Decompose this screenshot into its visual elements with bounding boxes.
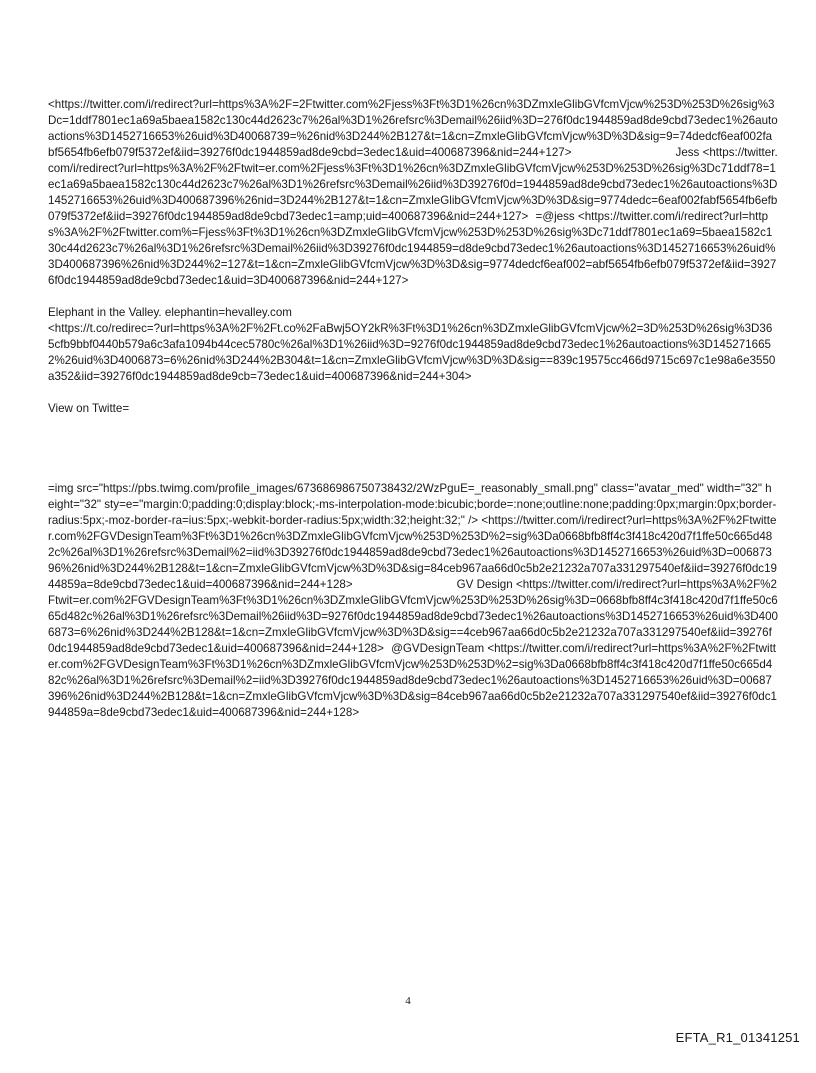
gv-redirect-link-1[interactable]: <https://twitter.com/i/redirect?url=https%3A%2F%2Ftwitter.com%2FGVDesignTeam%3Ft%3D1%26cn%3DZmxleGlibGVfcmVjcw%253D%253D%2=sig%3Da0668bfb8ff4c3f418c420d7f1ffe50c665d482c%26al%3D1%26refsrc%3Demail%2=iid%3D39276f0dc1944859ad8de9cbd73edec1%26autoactions%3D1452716653%26uid%3D=00687396%26nid%3D244%2B128&t=1&cn=ZmxleGlibGVfcmVjcw%3D%3D&sig=84ceb967aa66d0c5b2e21232a707a331297540ef&iid=39276f0dc1944859a=8de9cbd73edec1&uid=400687396&nid=244+128> [48, 514, 778, 591]
view-on-twitter[interactable]: View on Twitte= [48, 402, 130, 415]
jess-name: Jess [675, 146, 700, 159]
spacer [48, 385, 778, 401]
gv-design-handle: @GVDesignTeam [391, 642, 485, 655]
jess-redirect-link-3[interactable]: <https://twitter.com/i/redirect?url=https%3A%2F%2Ftwitter.com%=Fjess%3Ft%3D1%26cn%3DZmxleGlibGVfcmVjcw%253D%253D%26sig%3Dc71ddf7801ec1a69=5baea1582c130c44d2623c7%26al%3D1%26refsrc%3Demail%26iid%3D39276f0dc1944859=d8de9cbd73edec1%26autoactions%3D1452716653%26uid%3D400687396%26nid%3D244%2=127&t=1&cn=ZmxleGlibGVfcmVjcw%3D%3D&sig=9774dedcf6eaf002=abf5654fb6efb079f5372ef&iid=39276f0dc1944859ad8de9cbd73edec1&uid=3D400687396&nid=244+127> [48, 210, 777, 287]
spacer [48, 289, 778, 305]
elephant-title: Elephant in the Valley. elephantin=hevalley.com [48, 306, 292, 319]
bates-number: EFTA_R1_01341251 [675, 1030, 800, 1045]
page-number: 4 [405, 995, 411, 1007]
gv-design-block [48, 481, 778, 721]
gv-design-name: GV Design [456, 578, 513, 591]
gv-redirect-link-2[interactable]: <https://twitter.com/i/redirect?url=https%3A%2F%2Ftwit=er.com%2FGVDesignTeam%3Ft%3D1%26cn%3DZmxleGlibGVfcmVjcw%253D%253D%26sig%3D=0668bfb8ff4c3f418c420d7f1ffe50c665d482c%26al%3D1%26refsrc%3Demail%26iid%3D=9276f0dc1944859ad8de9cbd73edec1%26autoactions%3D1452716653%26uid%3D4006873=6%26nid%3D244%2B128&t=1&cn=ZmxleGlibGVfcmVjcw%3D%3D&sig==4ceb967aa66d0c5b2e21232a707a331297540ef&iid=39276f0dc1944859ad8de9cbd73edec1&uid=400687396&nid=244+128> [48, 578, 778, 655]
jess-handle: =@jess [535, 210, 575, 223]
elephant-block [48, 305, 778, 385]
jess-redirect-link-1[interactable]: <https://twitter.com/i/redirect?url=https%3A%2F=2Ftwitter.com%2Fjess%3Ft%3D1%26cn%3DZmxleGlibGVfcmVjcw%253D%253D%26sig%3Dc=1ddf7801ec1a69a5baea1582c130c44d2623c7%26al%3D1%26refsrc%3Demail%26iid%3D=276f0dc1944859ad8de9cbd73edec1%26autoactions%3D1452716653%26uid%3D40068739=%26nid%3D244%2B127&t=1&cn=ZmxleGlibGVfcmVjcw%3D%3D&sig=9=74dedcf6eaf002fabf5654fb6efb079f5372ef&iid=39276f0dc1944859ad8de9cbd=3edec1&uid=400687396&nid=244+127> [48, 98, 778, 159]
spacer [48, 417, 778, 481]
email-body [48, 97, 778, 721]
avatar-img-tag: =img src="https://pbs.twimg.com/profile_images/673686986750738432/2WzPguE=_reasonably_small.png" class="avatar_med" width="32" height="32" sty=e="margin:0;padding:0;display:block;-ms-interpolation-mode:bicubic;borde=:none;outline:none;padding:0px;margin:0px;border-radius:5px;-moz-border-ra=ius:5px;-webkit-border-radius:5px;width:32;height:32;" /> [48, 482, 777, 527]
elephant-redirect-link[interactable]: <https://t.co/redirec=?url=https%3A%2F%2Ft.co%2FaBwj5OY2kR%3Ft%3D1%26cn%3DZmxleGlibGVfcmVjcw%2=3D%253D%26sig%3D365cfb9bbf0440b579a6c3afa1094b44cec5780c%26al%3D1%26iid%3D=9276f0dc1944859ad8de9cbd73edec1%26autoactions%3D1452716652%26uid%3D4006873=6%26nid%3D244%2B304&t=1&cn=ZmxleGlibGVfcmVjcw%3D%3D&sig==839c19575cc466d9715c697c1e98a6e3550a352&iid=39276f0dc1944859ad8de9cb=73edec1&uid=400687396&nid=244+304> [48, 322, 776, 383]
jess-redirect-link-2[interactable]: <https://twitter.com/i/redirect?url=https%3A%2F%2Ftwit=er.com%2Fjess%3Ft%3D1%26cn%3DZmxleGlibGVfcmVjcw%253D%253D%26sig%3Dc71ddf78=1ec1a69a5baea1582c130c44d2623c7%26al%3D1%26refsrc%3Demail%26iid%3D39276f0d=1944859ad8de9cbd73edec1%26autoactions%3D1452716653%26uid%3D400687396%26nid=3D244%2B127&t=1&cn=ZmxleGlibGVfcmVjcw%3D%3D&sig=9774dedc=6eaf002fabf5654fb6efb079f5372ef&iid=39276f0dc1944859ad8de9cbd73edec1=amp;uid=400687396&nid=244+127> [48, 146, 778, 223]
jess-block [48, 97, 778, 289]
gv-redirect-link-3[interactable]: <https://twitter.com/i/redirect?url=https%3A%2F%2Ftwitter.com%2FGVDesignTeam%3Ft%3D1%26cn%3DZmxleGlibGVfcmVjcw%253D%253D%2=sig%3Da0668bfb8ff4c3f418c420d7f1ffe50c665d482c%26al%3D1%26refsrc%3Demail%2=iid%3D39276f0dc1944859ad8de9cbd73edec1%26autoactions%3D1452716653%26uid%3D=00687396%26nid%3D244%2B128&t=1&cn=ZmxleGlibGVfcmVjcw%3D%3D&sig=84ceb967aa66d0c5b2e21232a707a331297540ef&iid=39276f0dc1944859a=8de9cbd73edec1&uid=400687396&nid=244+128> [48, 642, 778, 719]
